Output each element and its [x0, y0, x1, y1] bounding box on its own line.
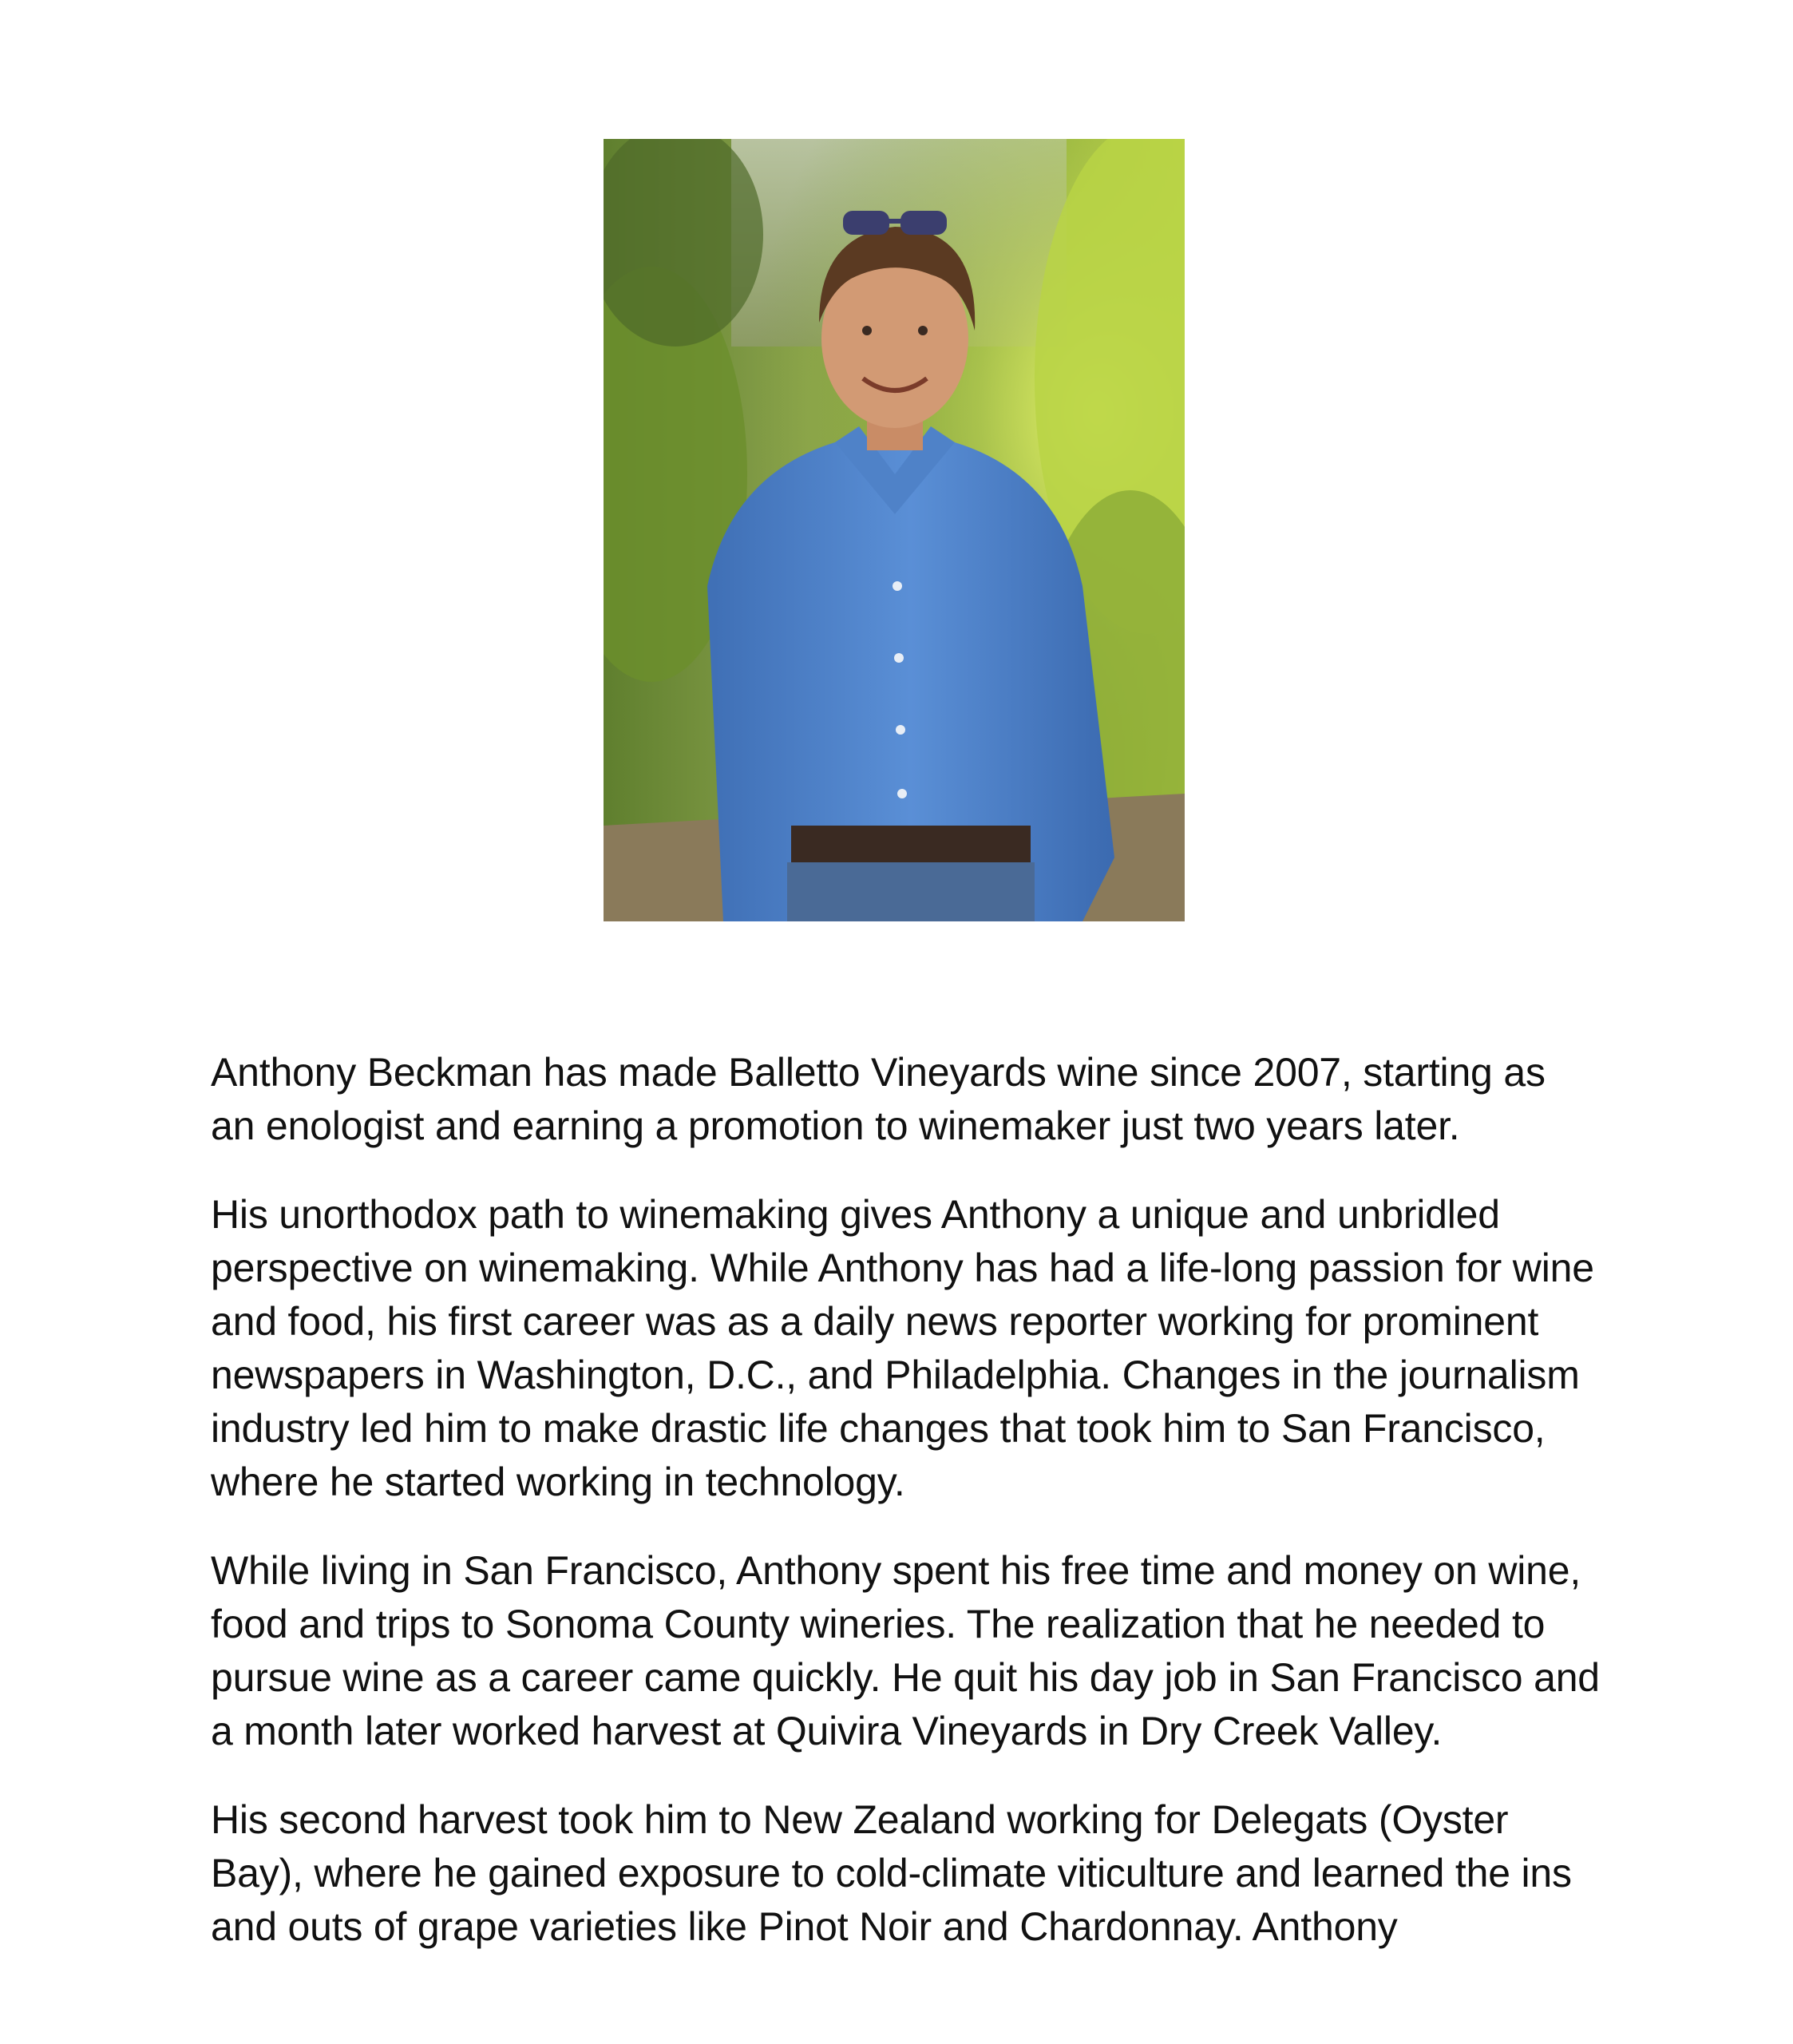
paragraph-4: His second harvest took him to New Zealand working for Delegats (Oyster Bay), where he gained exposure to cold-climate viticulture and learned the ins and outs of grape varieties like Pinot Noir and Chardonnay. Anthony: [211, 1797, 1572, 1949]
portrait-photo: [604, 139, 1185, 921]
paragraph-1: Anthony Beckman has made Balletto Vineyards wine since 2007, starting as an enologist and earning a promotion to winemaker just two years later.: [211, 1050, 1546, 1148]
portrait-illustration: [604, 139, 1185, 921]
paragraph-2: His unorthodox path to winemaking gives Anthony a unique and unbridled perspective on winemaking. While Anthony has had a life-long passion for wine and food, his first career was as a daily news reporter working for prominent newspapers in Washington, D.C., and Philadelphia. Changes in the journalism industry led him to make drastic life changes that took him to San Francisco, where he started working in technology.: [211, 1192, 1594, 1504]
biography-text: [211, 1046, 1600, 1989]
paragraph-3: While living in San Francisco, Anthony spent his free time and money on wine, food and trips to Sonoma County wineries. The realization that he needed to pursue wine as a career came quickly. He quit his day job in San Francisco and a month later worked harvest at Quivira Vineyards in Dry Creek Valley.: [211, 1548, 1600, 1753]
